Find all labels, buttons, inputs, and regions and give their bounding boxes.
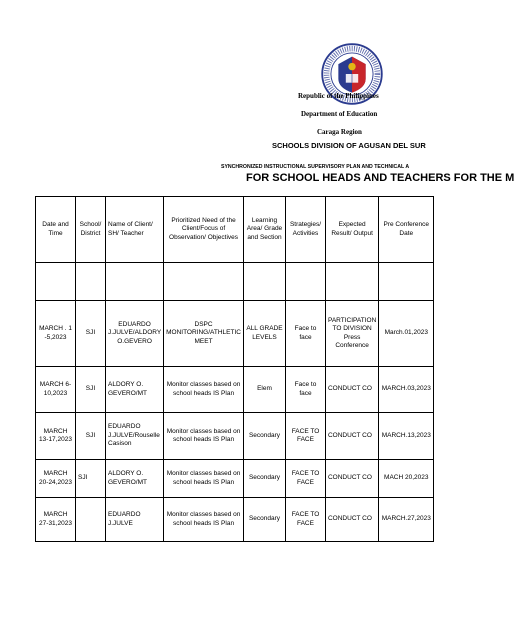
header-pre-conference-date: Pre Conference Date [379,197,434,263]
header-expected-result: Expected Result/ Output [325,197,378,263]
cell-pre-conference: MARCH.03,2023 [379,367,434,413]
header-region: Caraga Region [317,128,362,136]
cell-output: CONDUCT CO [325,413,378,460]
header-republic: Republic of the Philippines [298,92,379,100]
cell-school [76,263,106,301]
cell-pre-conference: March.01,2023 [379,301,434,367]
cell-learning-area: ALL GRADE LEVELS [243,301,285,367]
cell-need: Monitor classes based on school heads IS Plan [164,413,244,460]
cell-pre-conference: MARCH.27,2023 [379,498,434,542]
cell-output: CONDUCT CO [325,367,378,413]
table-row [36,263,434,301]
cell-school: SJI [76,301,106,367]
cell-learning-area [243,263,285,301]
cell-need: DSPC MONITORING/ATHLETIC MEET [164,301,244,367]
cell-client: EDUARDO J.JULVE/Rouselle Casison [106,413,164,460]
cell-pre-conference: MACH 20,2023 [379,460,434,498]
table-row [36,301,434,367]
cell-output: CONDUCT CO [325,498,378,542]
table-row [36,367,434,413]
cell-strategy: Face to face [285,301,325,367]
cell-client: EDUARDO J.JULVE/ALDORY O.GEVERO [106,301,164,367]
table-row [36,460,434,498]
header-client-name: Name of Client/ SH/ Teacher [106,197,164,263]
cell-client [106,263,164,301]
cell-pre-conference: MARCH.13,2023 [379,413,434,460]
cell-learning-area: Elem [243,367,285,413]
cell-client: ALDORY O. GEVERO/MT [106,367,164,413]
supervisory-plan-table [35,196,434,542]
cell-school [76,498,106,542]
cell-strategy: FACE TO FACE [285,413,325,460]
cell-school: SJI [76,460,106,498]
cell-need [164,263,244,301]
cell-output: CONDUCT CO [325,460,378,498]
table-row [36,498,434,542]
cell-pre-conference [379,263,434,301]
cell-strategy: Face to face [285,367,325,413]
main-title: FOR SCHOOL HEADS AND TEACHERS FOR THE M [246,172,514,184]
cell-strategy: FACE TO FACE [285,460,325,498]
cell-date: MARCH 13-17,2023 [36,413,76,460]
header-date-time: Date and Time [36,197,76,263]
header-prioritized-need: Prioritized Need of the Client/Focus of Observation/ Objectives [164,197,244,263]
cell-need: Monitor classes based on school heads IS Plan [164,498,244,542]
cell-learning-area: Secondary [243,413,285,460]
cell-strategy [285,263,325,301]
cell-need: Monitor classes based on school heads IS Plan [164,367,244,413]
header-strategies: Strategies/ Activities [285,197,325,263]
cell-strategy: FACE TO FACE [285,498,325,542]
cell-date [36,263,76,301]
table-row [36,413,434,460]
cell-date: MARCH 6-10,2023 [36,367,76,413]
cell-date: MARCH . 1 -5,2023 [36,301,76,367]
header-division: SCHOOLS DIVISION OF AGUSAN DEL SUR [272,141,426,150]
cell-learning-area: Secondary [243,498,285,542]
header-department: Department of Education [301,110,378,118]
cell-client: ALDORY O. GEVERO/MT [106,460,164,498]
table-header-row [36,197,434,263]
cell-school: SJI [76,367,106,413]
cell-date: MARCH 27-31,2023 [36,498,76,542]
plan-title: SYNCHRONIZED INSTRUCTIONAL SUPERVISORY PLAN AND TECHNICAL A [221,164,410,170]
cell-client: EDUARDO J.JULVE [106,498,164,542]
cell-school: SJI [76,413,106,460]
header-school-district: School/ District [76,197,106,263]
header-learning-area: Learning Area/ Grade and Section [243,197,285,263]
cell-output: PARTICIPATION TO DIVISION Press Conference [325,301,378,367]
cell-output [325,263,378,301]
cell-date: MARCH 20-24,2023 [36,460,76,498]
cell-learning-area: Secondary [243,460,285,498]
cell-need: Monitor classes based on school heads IS Plan [164,460,244,498]
